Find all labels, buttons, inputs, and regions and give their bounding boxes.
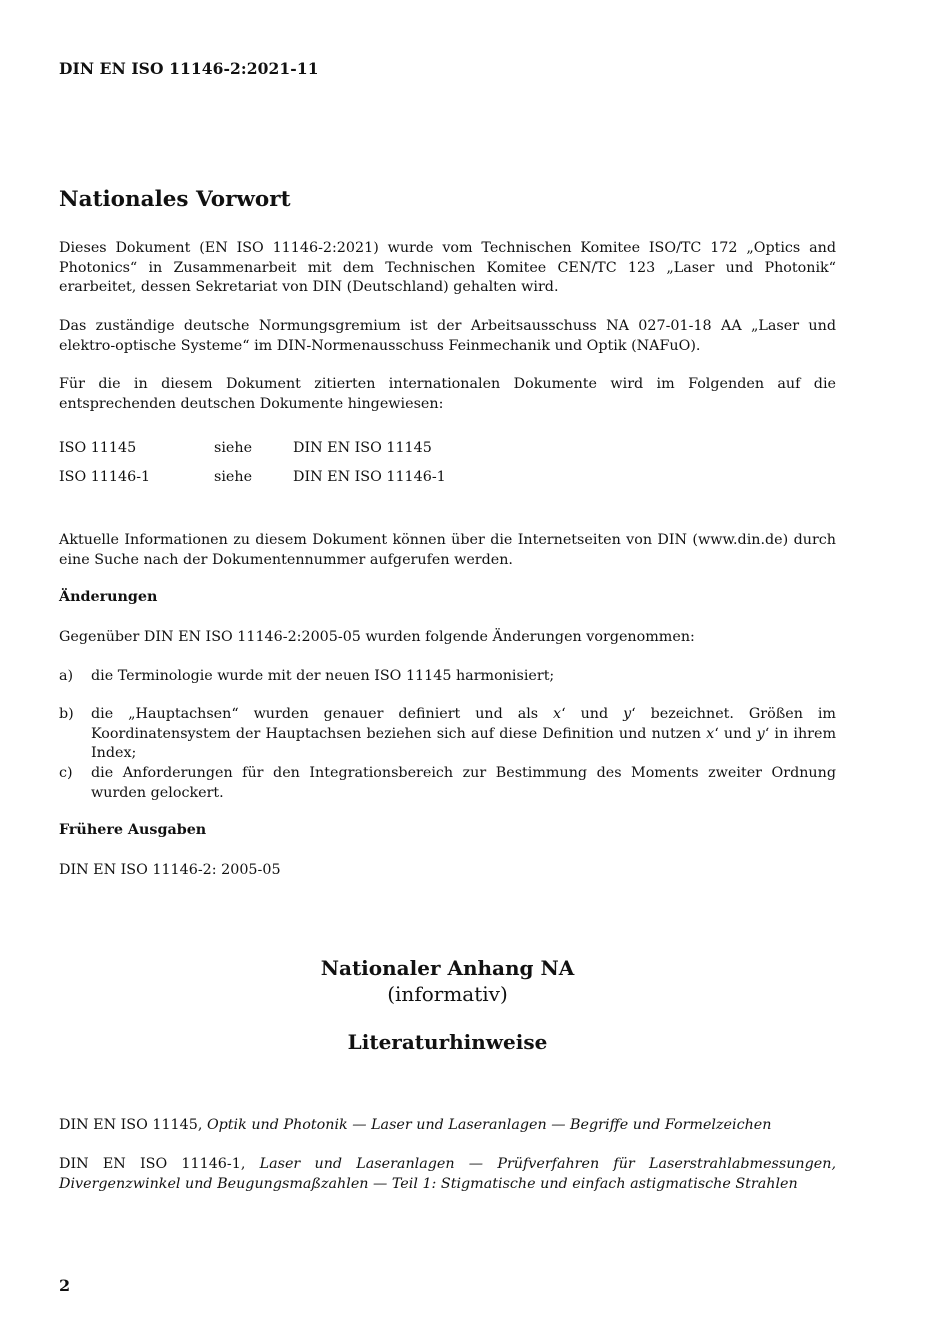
reference-intl: ISO 11145 [59, 440, 137, 456]
literature-reference [59, 1116, 836, 1136]
vorwort-paragraph-4: Aktuelle Informationen zu diesem Dokument können über die Internetseiten von DIN (www.din.de) durch eine Suche nach der Dokumentennummer aufgerufen werden. [59, 532, 836, 568]
aenderungen-intro: Gegenüber DIN EN ISO 11146-2:2005-05 wurden folgende Änderungen vorgenommen: [59, 629, 695, 645]
page-number: 2 [59, 1276, 71, 1295]
document-header: DIN EN ISO 11146-2:2021-11 [59, 59, 319, 78]
list-item-text: die Anforderungen für den Integrationsbereich zur Bestimmung des Moments zweiter Ordnung wurden gelockert. [91, 765, 836, 801]
reference-intl: ISO 11146-1 [59, 469, 151, 485]
list-item-label: a) [59, 668, 74, 684]
literature-reference-id: DIN EN ISO 11145, [59, 1117, 207, 1133]
vorwort-paragraph-2: Das zuständige deutsche Normungsgremium ist der Arbeitsausschuss NA 027-01-18 AA „Laser und elektro-optische Systeme“ im DIN-Normenausschuss Feinmechanik und Optik (NAFuO). [59, 318, 836, 354]
reference-din: DIN EN ISO 11145 [293, 440, 432, 456]
literature-reference-id: DIN EN ISO 11146-1, [59, 1156, 260, 1172]
subheading-aenderungen: Änderungen [59, 589, 158, 605]
list-item-label: c) [59, 765, 73, 781]
list-item-text: die „Hauptachsen“ wurden genauer definiert und als x‘ und y‘ bezeichnet. Größen im Koordinatensystem der Hauptachsen beziehen sich auf diese Definition und nutzen x‘ und y‘ in ihrem Index; [91, 706, 836, 761]
literature-title: Literaturhinweise [347, 1030, 548, 1054]
list-item-text: die Terminologie wurde mit der neuen ISO 11145 harmonisiert; [91, 668, 555, 684]
annex-subtitle: (informativ) [387, 982, 508, 1006]
reference-din: DIN EN ISO 11146-1 [293, 469, 446, 485]
reference-see: siehe [214, 469, 253, 485]
literature-reference-title: Laser und Laseranlagen — Prüfverfahren für Laserstrahlabmessungen, Divergenzwinkel und Beugungsmaßzahlen — Teil 1: Stigmatische und einfach astigmatische Strahlen [59, 1156, 836, 1192]
literature-reference-title: Optik und Photonik — Laser und Laseranlagen — Begriffe und Formelzeichen [206, 1117, 772, 1133]
literature-reference [59, 1155, 836, 1194]
vorwort-paragraph-1: Dieses Dokument (EN ISO 11146-2:2021) wurde vom Technischen Komitee ISO/TC 172 „Optics and Photonics“ in Zusammenarbeit mit dem Technischen Komitee CEN/TC 123 „Laser und Photonik“ erarbeitet, dessen Sekretariat von DIN (Deutschland) gehalten wird. [59, 240, 836, 295]
list-item-label: b) [59, 706, 74, 722]
annex-title: Nationaler Anhang NA [320, 956, 575, 980]
vorwort-paragraph-3: Für die in diesem Dokument zitierten internationalen Dokumente wird im Folgenden auf die entsprechenden deutschen Dokumente hingewiesen: [59, 376, 836, 412]
subheading-fruehere-ausgaben: Frühere Ausgaben [59, 822, 207, 838]
section-title-nationales-vorwort: Nationales Vorwort [59, 187, 291, 212]
fruehere-ausgaben-text: DIN EN ISO 11146-2: 2005-05 [59, 862, 281, 878]
reference-see: siehe [214, 440, 253, 456]
